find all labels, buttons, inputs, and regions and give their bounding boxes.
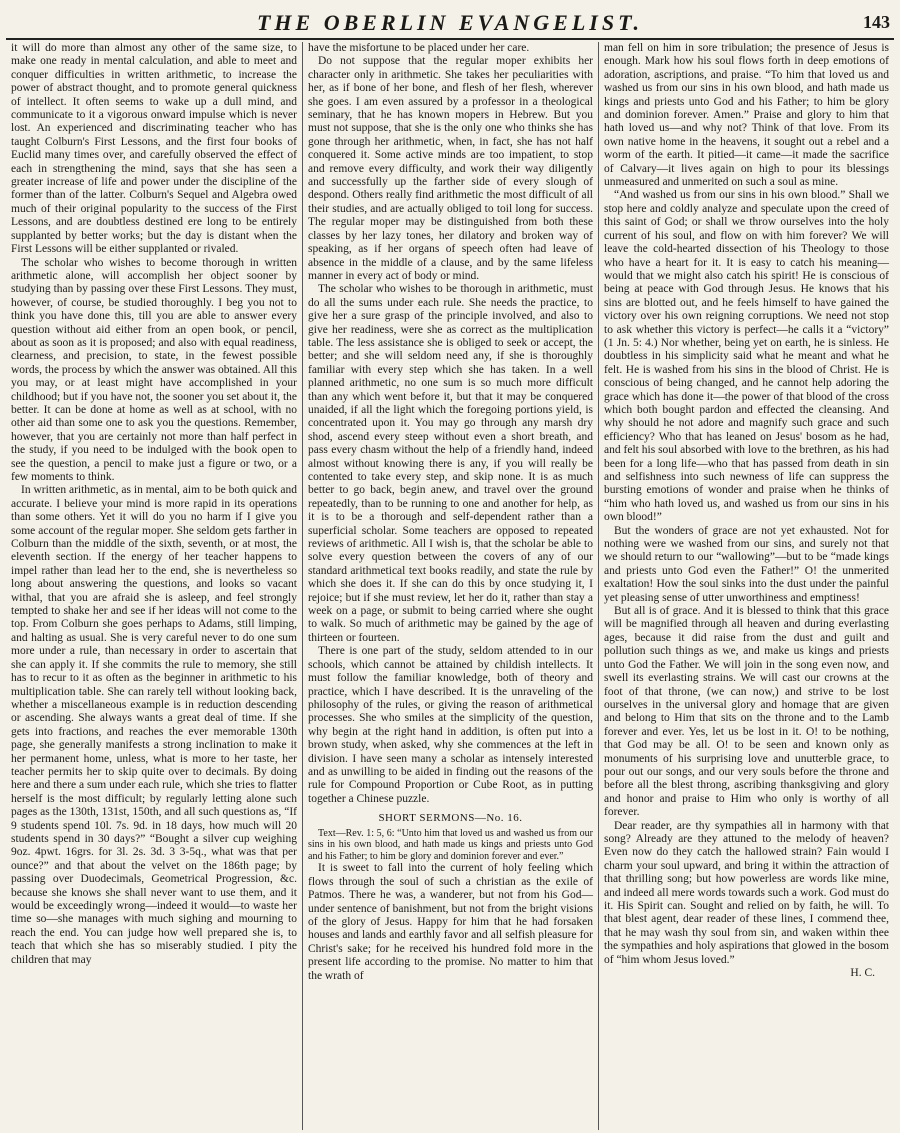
columns bbox=[6, 42, 894, 1130]
sermon-text: Text—Rev. 1: 5, 6: “Unto him that loved us and washed us from our sins in his own blood, and hath made us kings and priests unto God and his Father; to him be glory and dominion forever and ever.” bbox=[308, 827, 593, 862]
paragraph: But the wonders of grace are not yet exhausted. Not for nothing were we washed from our sins, and surely not that we should return to our “wallowing”—but to be “made kings and priests unto God even the Father!” O! the unmerited exaltation! How the soul sinks into the dust under the painful yet pleasing sense of utter unworthiness and emptiness! bbox=[604, 524, 889, 604]
page-number: 143 bbox=[863, 12, 890, 32]
column-1 bbox=[6, 42, 302, 1130]
paragraph: It is sweet to fall into the current of holy feeling which flows through the soul of such a christian as the exile of Patmos. There he was, a wanderer, but not from his God—under sentence of banishment, but not from the bright visions of the glory of Jesus. Happy for him that he had forsaken houses and lands and earthly favor and all selfish pleasure for Christ's sake; for he received his hundred fold more in the present life according to the promise. No matter to him that the wrath of bbox=[308, 862, 593, 982]
page-header bbox=[6, 4, 894, 40]
column-2 bbox=[302, 42, 598, 1130]
column-3 bbox=[598, 42, 894, 1130]
paragraph: man fell on him in sore tribulation; the presence of Jesus is enough. Mark how his soul flows forth in deep emotions of adoration, ascriptions, and praise. “To him that loved us and washed us from our sins in his own blood, and hath made us kings and priests unto God and his Father; to him be glory and dominion forever. Amen.” Praise and glory to him that hath loved us—and why not? Think of that love. From its own native home in the heavens, it sought out a rebel and a worm of the earth. It pitied—it came—it made the sacrifice of Calvary—it lives again on high to pour its blessings unmeasured and unmerited on such a soul as mine. bbox=[604, 42, 889, 189]
paragraph: “And washed us from our sins in his own blood.” Shall we stop here and coldly analyze and speculate upon the creed of this saint of God; or shall we throw ourselves into the holy current of his soul, and flow on with him forever? We will leave the cold-hearted dissection of his Theology to those who have a heart for it. It is easy to catch his meaning—would that we might also catch his spirit! He is conscious of being at peace with God through Jesus. He knows that his sins are blotted out, and he feels himself to have gained the victory over his own reigning corruptions. We need not stop to ask whether this victory is perfect—he calls it a “victory” (1 Jn. 5: 4.) Nor whether, being yet on earth, he is sinless. He doubtless in his simplicity said what he meant and what he felt. He is washed from his sins in the blood of Christ. He is conscious of being changed, and he cannot help adoring the grace which has done it—the power of that blood of the cross which both bought pardon and effected the cleansing. And why should he not adore and magnify such grace and such efficiency? Who that has leaned on Jesus' bosom as he had, and felt his soul absorbed with love to the brethren, as his had been for a long life—who that has passed from death in sin and selfishness into such newness of life can suppress the bursting emotions of wonder and praise when he thinks of “him who hath loved us, and washed us from our sins in his own blood!” bbox=[604, 189, 889, 524]
paragraph: The scholar who wishes to be thorough in arithmetic, must do all the sums under each rule. She needs the practice, to give her a sure grasp of the principle involved, and also to give her readiness, were she as correct as the multiplication table. The less assistance she is obliged to seek or accept, the better; and she will seldom need any, if she is thoroughly familiar with every step which she has taken. In a well planned arithmetic, no one sum is so much more difficult than any which went before it, but that it may be conquered unaided, if all the light which the foregoing portions yield, is concentrated upon it. You may go through any marsh dry shod, ascend every steep without even a short breath, and pass every chasm without the help of a friendly hand, indeed almost without knowing there is any, if you will really be contented to take every step, and skip none. It is as much better to go back, begin anew, and travel over the ground repeatedly, than to be running to one and another for help, as it is to be a thorough and self-dependent rather than a superficial scholar. Some teachers are opposed to repeated reviews of arithmetic. All I wish is, that the scholar be able to solve every question between the covers of any of our standard arithmetical text books readily, and state the rule by which she does it. If she can do this by once studying it, I rejoice; but if she must review, let her do it, rather than stay a week on a page, or submit to being carried where she ought to walk. So much of arithmetic may be gained by the age of thirteen or fourteen. bbox=[308, 283, 593, 644]
paragraph: But all is of grace. And it is blessed to think that this grace will be magnified through all heaven and during everlasting ages, because it did raise from the dust and guilt and pollution such things as we, and make us kings and priests unto God the Father. We will join in the song even now, and swell its everlasting strains. We will cast our crowns at the foot of that throne, (we can now,) and strive to be lost ourselves in the universal glory and homage that are given and belong to Him that sits on the throne and to the Lamb forever and ever. Yes, let us be lost in it. O! to be nothing, that God may be all. O! to be seen and known only as monuments of his surprising love and unutterble grace, to pour out our songs, and our very souls before the throne and before all the blest throng, ascribing thanksgiving and glory and honor and praise to Him who only is worthy of all forever. bbox=[604, 605, 889, 819]
paragraph: have the misfortune to be placed under her care. bbox=[308, 42, 530, 54]
masthead-title: THE OBERLIN EVANGELIST. bbox=[256, 10, 643, 35]
signature: H. C. bbox=[850, 967, 875, 980]
paragraph: The scholar who wishes to become thorough in written arithmetic alone, will accomplish her object sooner by studying than by passing over these First Lessons. They must, however, of course, be studied thoroughly. I beg you not to think you have done this, till you are able to answer every question without aid either from an open book, or pencil, about as soon as it is proposed; and also with equal readiness, clearness, and precision, to state, in the fewest possible words, the process by which the answer was obtained. All this you may, or at least might have accomplished in your childhood; but if you have not, the sooner you set about it, the better. It can be done at home as well as at school, with no other aid than some one to ask you the questions. Remember, however, that you are certainly not more than half perfect in the study, if you need to be indulged with the book open to see the question, a pencil to make just a figure or two, or a few moments to think. bbox=[11, 256, 297, 483]
paragraph: it will do more than almost any other of the same size, to make one ready in mental calculation, and able to meet and conquer difficulties in written arithmetic, to increase the power of abstract thought, and to promote general quickness of intellect. It often seems to wake up a dull mind, and communicate to it a vigorous onward impulse which is never lost. An experienced and discriminating teacher who has taught Colburn's First Lessons, and the first four books of Euclid many times over, and carefully observed the effect of each in strengthening the mind, says that she has seen a greater increase of life and power under the discipline of the former than of the latter. Colburn's Sequel and Algebra owed much of their original popularity to the success of the First Lessons, and are doubtless destined ere long to be entirely supplanted by better works; but the day is distant when the First Lessons will be either supplanted or rivaled. bbox=[11, 42, 297, 256]
paragraph: Dear reader, are thy sympathies all in harmony with that song? Already are they attuned to the melody of heaven? Even now do they catch the hallowed strain? Fain would I charm your soul upward, and bring it within the attraction of that thrilling song; but how powerless are words like mine, and indeed all mere words towards such a work. God must do it. His Spirit can. Sought and relied on by faith, he will. To that blest agent, dear reader of these lines, I commend thee, that he may wash thy soul from sin, and waken within thee the sympathies and holy aspirations that glowed in the bosom of “him whom Jesus loved.” bbox=[604, 819, 889, 966]
paragraph: Do not suppose that the regular moper exhibits her character only in arithmetic. She takes her peculiarities with her, as if bone of her bone, and flesh of her flesh, wherever she goes. I am even assured by a professor in a theological seminary, that he has known mopers in Hebrew. But you must not suppose, that she is the only one who thinks she has gone through her arithmetic, when, in fact, she has not half conquered it. Some active minds are too impatient, to stop and remove every difficulty, and work their way diligently and successfully up the farther side of every slough of despond. Others really find arithmetic the most difficult of all their studies, and are actually obliged to toil long for success. The regular moper may be distinguished from both these classes by her lazy tones, her dilatory and broken way of speaking, as if her organs of speech often had leave of absence in the middle of a clause, and by the same lifeless manner in every act of body or mind. bbox=[308, 55, 593, 282]
paragraph: There is one part of the study, seldom attended to in our schools, which cannot be attained by childish intellects. It must follow the familiar knowledge, both of theory and practice, which I have described. It is the unraveling of the philosophy of the rules, or giving the reason of arithmetical processes. She who smiles at the simplicity of the question, why begin at the right hand in addition, is often put into a brown study, when asked, why she commences at the left in division. I have seen many a scholar as intensely interested and as unwilling to be aided in finding out the reasons of the rule for Compound Proportion or Cube Root, as in putting together a Chinese puzzle. bbox=[308, 645, 593, 805]
sermon-title: SHORT SERMONS—No. 16. bbox=[378, 812, 523, 825]
paragraph: In written arithmetic, as in mental, aim to be both quick and accurate. I believe your mind is more rapid in its operations than some others. Yet it will do you no harm if I give you some account of the regular moper. She seldom gets farther in Colburn than the middle of the sixth, seventh, or at most, the eleventh section. If the energy of her teacher happens to impel rather than lead her to the end, she is nevertheless so long about answering the questions, and looks so vacant withal, that you are afraid she is asleep, and feel strongly tempted to shake her and see if her ideas will not come to the top. From Colburn she goes perhaps to Adams, still limping, and halting as usual. She is very careful never to do one sum more under a rule, than necessary in order to ascertain that she can apply it. If she commits the rule to memory, she still has to recur to it as often as the beginner in arithmetic to his multiplication table. She can rarely tell without looking back, whether a miscellaneous example is in reduction descending or ascending. She always wants a great deal of time. If she gets into fractions, and reaches the ever memorable 130th page, she generally manifests a strong inclination to make it her permanent home, unless, what is more to her taste, her teacher permits her to skip quite over to decimals. By doing here and there a sum under each rule, which she tries to flatter herself is the most difficult; by regularly letting alone such pages as the 130th, 131st, 150th, and all such questions as, “If 9 students spend 10l. 7s. 9d. in 18 days, how much will 20 students spend in 30 days?” “Bought a silver cup weighing 9oz. 4pwt. 16grs. for 3l. 2s. 3d. 3 3-5q., what was that per ounce?” and that about the velvet on the 186th page; by passing over Duodecimals, Geometrical Progression, &c. because she knows she shall never want to use them, and it would be exceedingly wrong—indeed it would—to waste her time so—she manages with much sighing and mourning to reach the end. You can judge how well prepared she is, to teach that which she has so miserably studied. I pity the children that may bbox=[11, 484, 297, 966]
